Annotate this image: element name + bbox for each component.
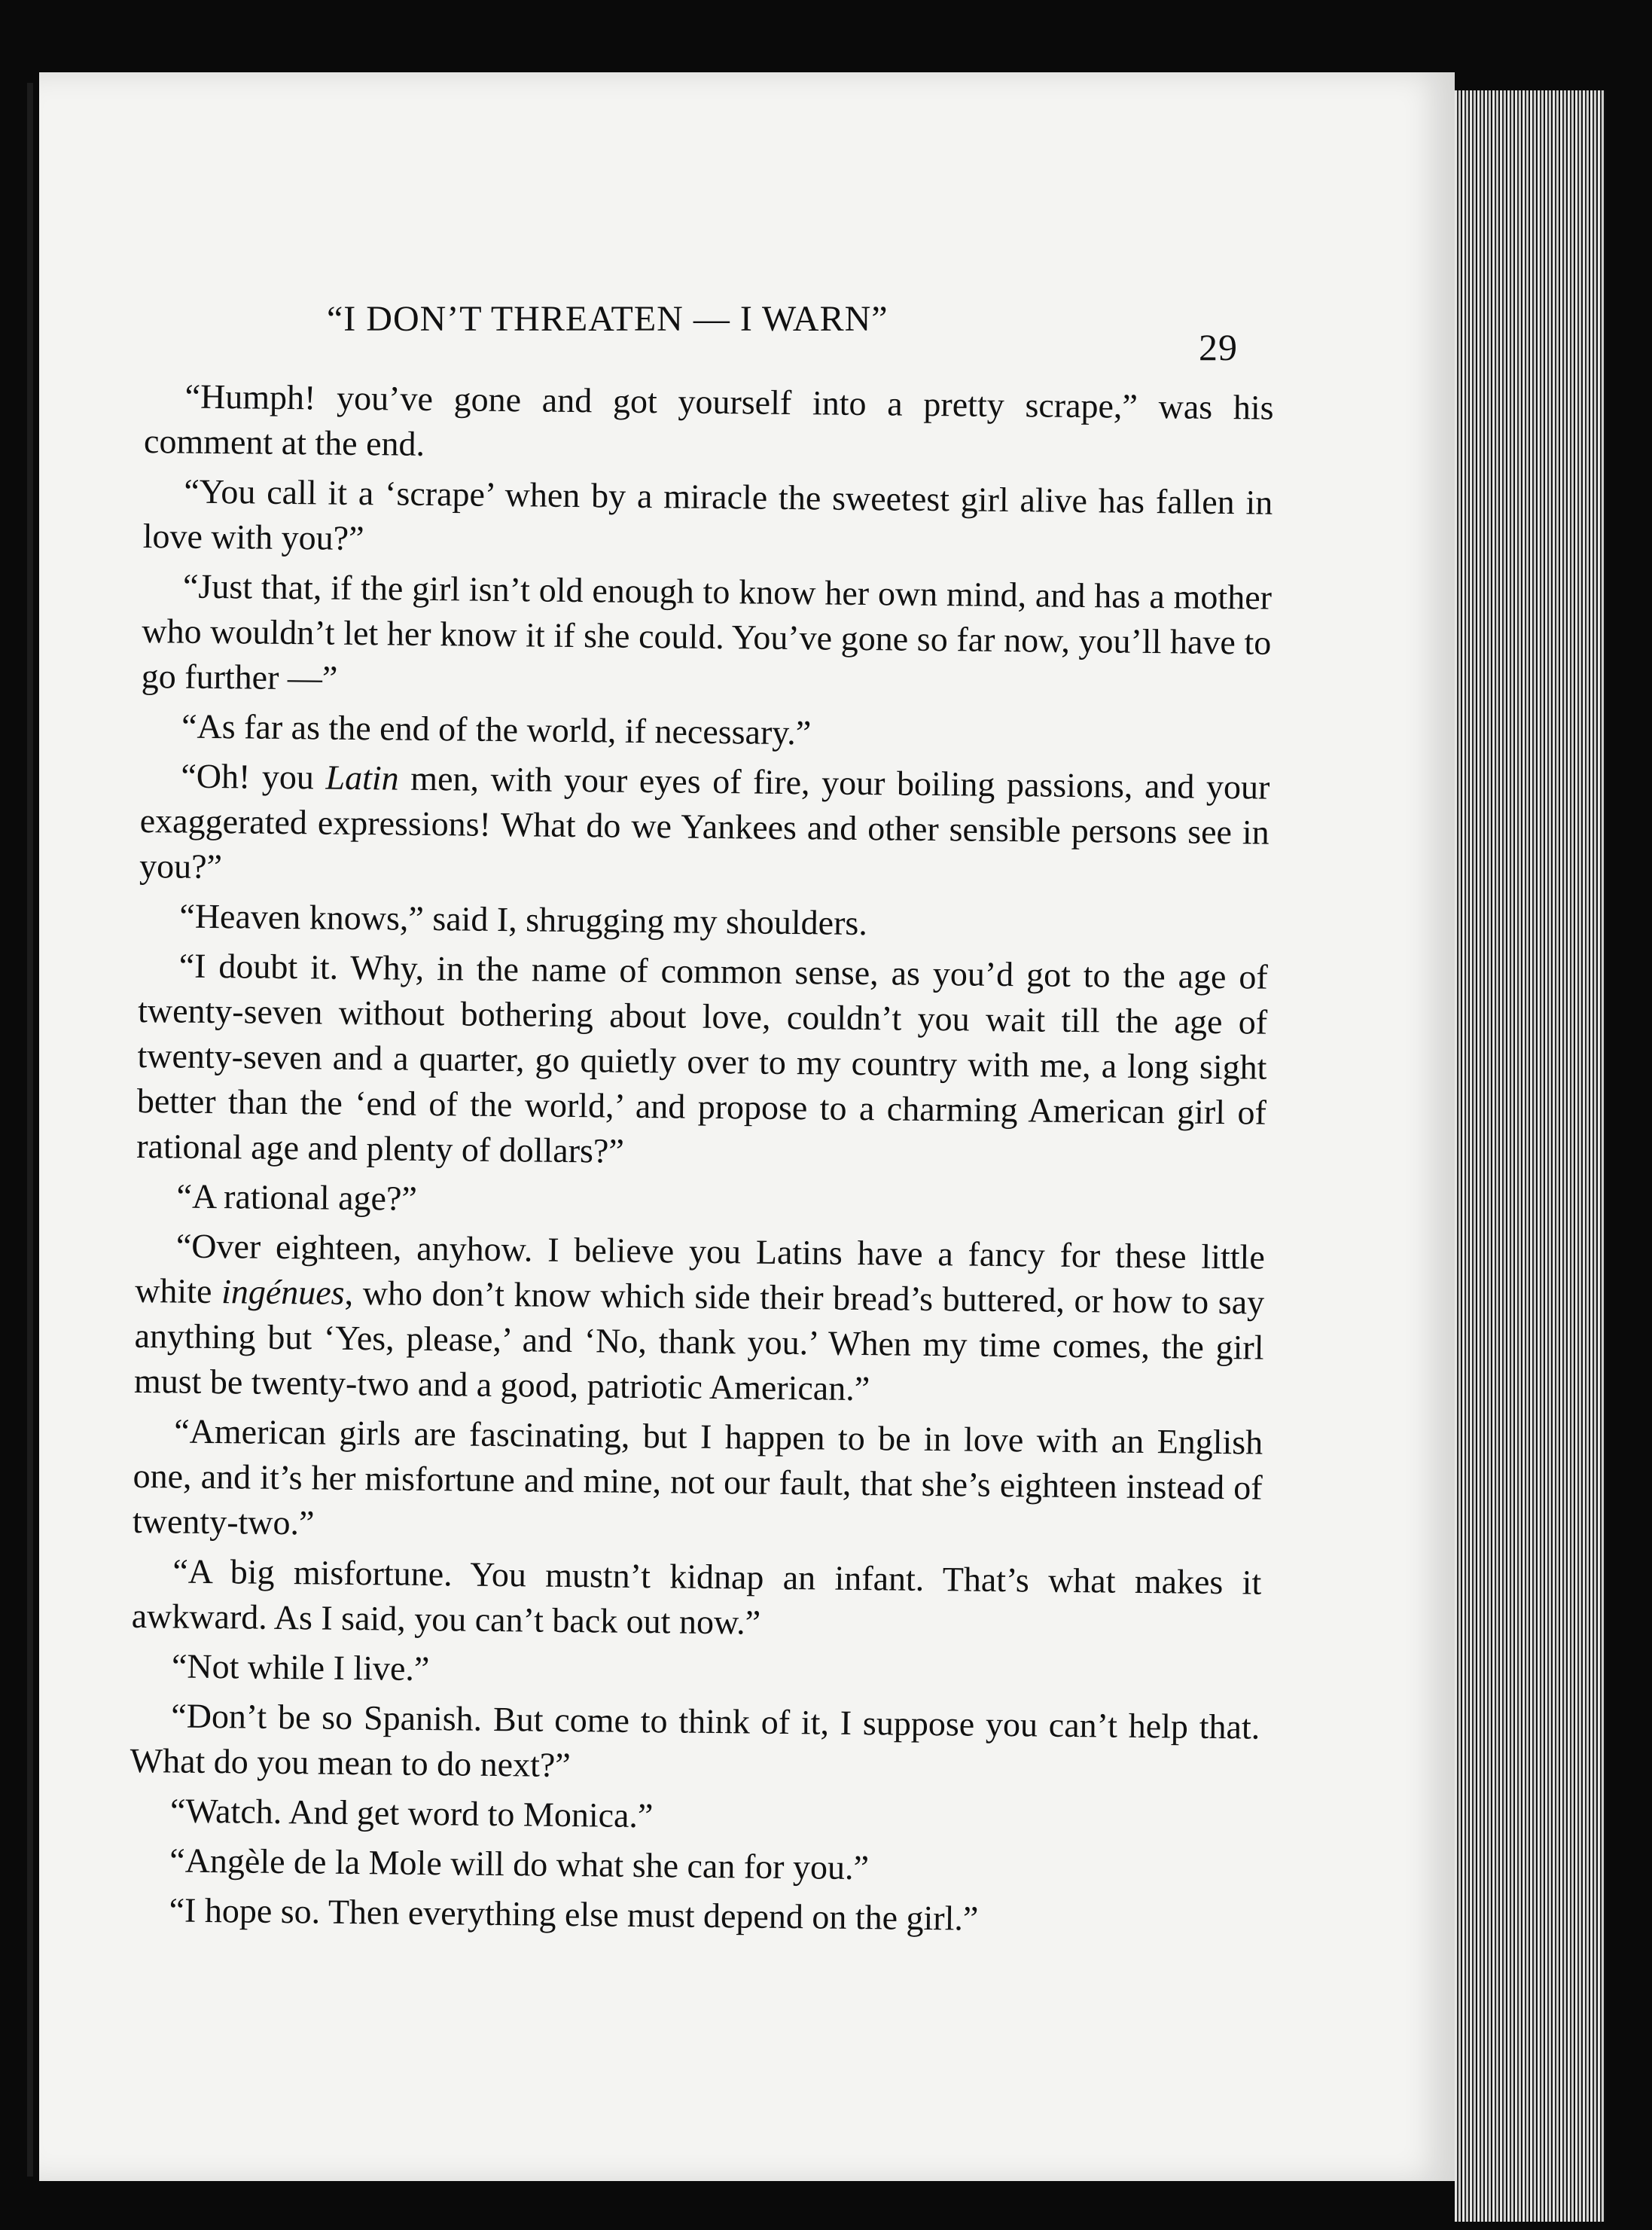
paragraph: “Just that, if the girl isn’t old enough to know her own mind, and has a mother who wouldn’t let her know it if she could. You’ve gone so far now, you’ll have to go further —” xyxy=(141,566,1273,697)
paragraph: “A rational age?” xyxy=(176,1176,418,1218)
paragraph: “As far as the end of the world, if necessary.” xyxy=(181,706,812,752)
book-page xyxy=(39,72,1455,2181)
paragraph-text: “Over eighteen, anyhow. I believe you Latins have a fancy for these little white xyxy=(134,1226,1266,1311)
paragraph: “Humph! you’ve gone and got yourself into a pretty scrape,” was his comment at the end. xyxy=(143,377,1274,463)
paragraph: “Don’t be so Spanish. But come to think of it, I suppose you can’t help that. What do you mean to do next?” xyxy=(130,1696,1260,1785)
book-gutter-edge xyxy=(27,83,33,2177)
paragraph-text: , who don’t know which side their bread’s buttered, or how to say anything but ‘Yes, please,’ and ‘No, thank you.’ When my time comes, the girl must be twenty-two and a good, patriotic American.” xyxy=(133,1273,1265,1408)
paragraph: “Angèle de la Mole will do what she can for you.” xyxy=(169,1841,870,1887)
paragraph-text: men, with your eyes of fire, your boiling passions, and your exaggerated expressions! What do we Yankees and other sensible persons see in you?” xyxy=(139,758,1270,886)
paragraph: “A big misfortune. You mustn’t kidnap an infant. That’s what makes it awkward. As I said, you can’t back out now.” xyxy=(131,1551,1262,1642)
paragraph xyxy=(139,753,1270,901)
book-page-edges xyxy=(1455,90,1605,2222)
paragraph-text: “Oh! you xyxy=(181,756,326,797)
paragraph: “Not while I live.” xyxy=(171,1646,430,1689)
paragraph: “American girls are fascinating, but I happen to be in love with an English one, and it’s her misfortune and mine, not our fault, that she’s eighteen instead of twenty-two.” xyxy=(132,1411,1263,1542)
paragraph: “Watch. And get word to Monica.” xyxy=(169,1791,654,1835)
chapter-title: “I DON’T THREATEN — I WARN” xyxy=(327,299,888,339)
page-number: 29 xyxy=(1199,326,1238,368)
italic-word: ingénues xyxy=(221,1272,345,1312)
body-text xyxy=(128,374,1274,1949)
paragraph xyxy=(134,1223,1265,1416)
paragraph: “You call it a ‘scrape’ when by a miracle the sweetest girl alive has fallen in love with you?” xyxy=(142,471,1273,558)
paragraph: “Heaven knows,” said I, shrugging my shoulders. xyxy=(179,896,868,943)
paragraph: “I doubt it. Why, in the name of common sense, as you’d got to the age of twenty-seven without bothering about love, couldn’t you wait till the age of twenty-seven and a quarter, go quietly over to my country with me, a long sight better than the ‘end of the world,’ and propose to a charming American girl of rational age and plenty of dollars?” xyxy=(136,946,1268,1170)
italic-word: Latin xyxy=(325,758,399,798)
paragraph: “I hope so. Then everything else must depend on the girl.” xyxy=(169,1890,979,1938)
